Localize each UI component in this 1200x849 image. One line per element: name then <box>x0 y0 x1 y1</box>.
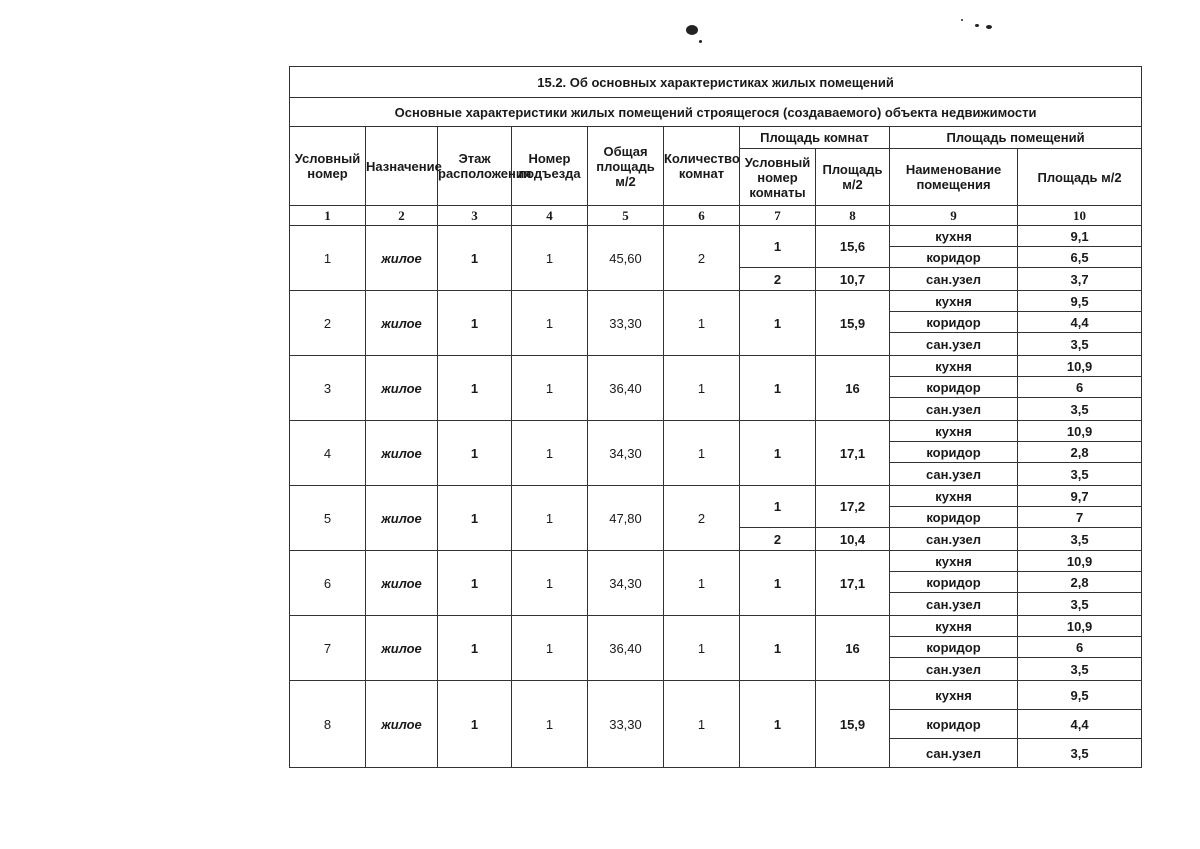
header-total-area: Общая площадь м/2 <box>588 127 664 206</box>
apartment-purpose: жилое <box>366 291 438 356</box>
apartment-purpose: жилое <box>366 551 438 616</box>
premise-name: коридор <box>890 247 1018 268</box>
table-subtitle: Основные характеристики жилых помещений строящегося (создаваемого) объекта недвижимости <box>290 98 1142 127</box>
apartment-purpose: жилое <box>366 616 438 681</box>
premise-area: 10,9 <box>1018 616 1142 637</box>
apartment-number: 3 <box>290 356 366 421</box>
room-number: 1 <box>740 291 816 356</box>
apartment-floor: 1 <box>438 616 512 681</box>
apartment-purpose: жилое <box>366 681 438 768</box>
apartment-number: 1 <box>290 226 366 291</box>
apartment-room-count: 2 <box>664 486 740 551</box>
apartment-total-area: 34,30 <box>588 421 664 486</box>
apartment-number: 4 <box>290 421 366 486</box>
premise-name: сан.узел <box>890 739 1018 768</box>
room-number: 1 <box>740 486 816 528</box>
premise-name: сан.узел <box>890 658 1018 681</box>
premise-area: 2,8 <box>1018 442 1142 463</box>
apartment-floor: 1 <box>438 486 512 551</box>
premise-area: 9,5 <box>1018 681 1142 710</box>
premise-area: 4,4 <box>1018 312 1142 333</box>
column-number: 1 <box>290 206 366 226</box>
apartment-purpose: жилое <box>366 356 438 421</box>
apartment-floor: 1 <box>438 226 512 291</box>
premise-name: кухня <box>890 616 1018 637</box>
premise-area: 3,5 <box>1018 658 1142 681</box>
premise-area: 3,5 <box>1018 333 1142 356</box>
apartment-floor: 1 <box>438 356 512 421</box>
premise-area: 2,8 <box>1018 572 1142 593</box>
apartment-floor: 1 <box>438 681 512 768</box>
premise-area: 9,7 <box>1018 486 1142 507</box>
apartment-total-area: 45,60 <box>588 226 664 291</box>
premise-name: кухня <box>890 356 1018 377</box>
header-premises-area-group: Площадь помещений <box>890 127 1142 149</box>
table-row <box>290 681 1142 710</box>
scan-speck <box>686 25 698 35</box>
apartment-purpose: жилое <box>366 226 438 291</box>
column-number: 9 <box>890 206 1018 226</box>
premise-area: 3,5 <box>1018 739 1142 768</box>
table-row <box>290 421 1142 442</box>
premise-name: коридор <box>890 377 1018 398</box>
premise-name: сан.узел <box>890 333 1018 356</box>
apartment-total-area: 36,40 <box>588 616 664 681</box>
apartment-room-count: 1 <box>664 356 740 421</box>
table-row <box>290 551 1142 572</box>
header-purpose: Назначение <box>366 127 438 206</box>
room-area: 17,1 <box>816 551 890 616</box>
room-area: 17,1 <box>816 421 890 486</box>
residential-premises-table <box>289 66 1142 768</box>
premise-area: 3,7 <box>1018 268 1142 291</box>
premise-name: сан.узел <box>890 593 1018 616</box>
apartment-entrance: 1 <box>512 421 588 486</box>
premise-area: 3,5 <box>1018 463 1142 486</box>
premise-area: 10,9 <box>1018 551 1142 572</box>
room-area: 17,2 <box>816 486 890 528</box>
premise-name: коридор <box>890 572 1018 593</box>
premise-name: коридор <box>890 710 1018 739</box>
premise-area: 9,5 <box>1018 291 1142 312</box>
premise-area: 3,5 <box>1018 528 1142 551</box>
table-row <box>290 616 1142 637</box>
premise-name: сан.узел <box>890 268 1018 291</box>
header-room-number: Условный номер комнаты <box>740 149 816 206</box>
header-floor: Этаж расположения <box>438 127 512 206</box>
room-number: 1 <box>740 616 816 681</box>
column-number: 7 <box>740 206 816 226</box>
apartment-floor: 1 <box>438 551 512 616</box>
premise-area: 6 <box>1018 377 1142 398</box>
scan-speck <box>975 24 979 27</box>
room-number: 1 <box>740 551 816 616</box>
column-number: 4 <box>512 206 588 226</box>
apartment-number: 2 <box>290 291 366 356</box>
room-area: 16 <box>816 616 890 681</box>
room-number: 2 <box>740 268 816 291</box>
premise-name: сан.узел <box>890 398 1018 421</box>
premise-area: 3,5 <box>1018 593 1142 616</box>
apartment-entrance: 1 <box>512 226 588 291</box>
room-area: 15,9 <box>816 291 890 356</box>
apartment-room-count: 2 <box>664 226 740 291</box>
premise-name: коридор <box>890 637 1018 658</box>
table-row <box>290 356 1142 377</box>
premise-name: сан.узел <box>890 528 1018 551</box>
apartment-total-area: 33,30 <box>588 291 664 356</box>
apartment-total-area: 36,40 <box>588 356 664 421</box>
premise-name: кухня <box>890 291 1018 312</box>
table-row <box>290 291 1142 312</box>
table-row <box>290 226 1142 247</box>
premise-area: 10,9 <box>1018 421 1142 442</box>
apartment-entrance: 1 <box>512 486 588 551</box>
apartment-rows <box>290 226 1142 768</box>
apartment-room-count: 1 <box>664 291 740 356</box>
column-number: 8 <box>816 206 890 226</box>
apartment-floor: 1 <box>438 421 512 486</box>
room-number: 1 <box>740 681 816 768</box>
apartment-total-area: 47,80 <box>588 486 664 551</box>
apartment-entrance: 1 <box>512 551 588 616</box>
apartment-number: 7 <box>290 616 366 681</box>
column-number: 5 <box>588 206 664 226</box>
column-number: 10 <box>1018 206 1142 226</box>
header-room-count: Количество комнат <box>664 127 740 206</box>
apartment-room-count: 1 <box>664 421 740 486</box>
table-row <box>290 486 1142 507</box>
apartment-number: 5 <box>290 486 366 551</box>
apartment-number: 8 <box>290 681 366 768</box>
premise-name: коридор <box>890 442 1018 463</box>
column-number: 2 <box>366 206 438 226</box>
premise-area: 6 <box>1018 637 1142 658</box>
premise-name: сан.узел <box>890 463 1018 486</box>
apartment-number: 6 <box>290 551 366 616</box>
apartment-room-count: 1 <box>664 616 740 681</box>
apartment-total-area: 34,30 <box>588 551 664 616</box>
room-area: 15,6 <box>816 226 890 268</box>
apartment-purpose: жилое <box>366 421 438 486</box>
apartment-entrance: 1 <box>512 291 588 356</box>
room-number: 2 <box>740 528 816 551</box>
table-header <box>290 67 1142 226</box>
room-area: 10,7 <box>816 268 890 291</box>
premise-area: 10,9 <box>1018 356 1142 377</box>
scan-speck <box>961 19 963 21</box>
premise-name: коридор <box>890 507 1018 528</box>
header-premise-name: Наименование помещения <box>890 149 1018 206</box>
header-entrance: Номер подъезда <box>512 127 588 206</box>
column-number: 6 <box>664 206 740 226</box>
premise-name: кухня <box>890 421 1018 442</box>
room-area: 16 <box>816 356 890 421</box>
apartment-floor: 1 <box>438 291 512 356</box>
header-rooms-area-group: Площадь комнат <box>740 127 890 149</box>
header-premise-area: Площадь м/2 <box>1018 149 1142 206</box>
scan-speck <box>699 40 702 43</box>
premise-name: кухня <box>890 226 1018 247</box>
room-number: 1 <box>740 421 816 486</box>
premise-area: 4,4 <box>1018 710 1142 739</box>
apartment-purpose: жилое <box>366 486 438 551</box>
premise-area: 6,5 <box>1018 247 1142 268</box>
scan-speck <box>986 25 992 29</box>
apartment-total-area: 33,30 <box>588 681 664 768</box>
premise-area: 9,1 <box>1018 226 1142 247</box>
premise-name: коридор <box>890 312 1018 333</box>
header-room-area: Площадь м/2 <box>816 149 890 206</box>
apartment-room-count: 1 <box>664 551 740 616</box>
premise-name: кухня <box>890 486 1018 507</box>
premise-area: 7 <box>1018 507 1142 528</box>
apartment-entrance: 1 <box>512 616 588 681</box>
room-area: 15,9 <box>816 681 890 768</box>
premise-name: кухня <box>890 681 1018 710</box>
room-number: 1 <box>740 356 816 421</box>
premise-name: кухня <box>890 551 1018 572</box>
apartment-entrance: 1 <box>512 356 588 421</box>
room-area: 10,4 <box>816 528 890 551</box>
table-title: 15.2. Об основных характеристиках жилых помещений <box>290 67 1142 98</box>
apartment-room-count: 1 <box>664 681 740 768</box>
room-number: 1 <box>740 226 816 268</box>
column-number: 3 <box>438 206 512 226</box>
premise-area: 3,5 <box>1018 398 1142 421</box>
apartment-entrance: 1 <box>512 681 588 768</box>
header-number: Условный номер <box>290 127 366 206</box>
